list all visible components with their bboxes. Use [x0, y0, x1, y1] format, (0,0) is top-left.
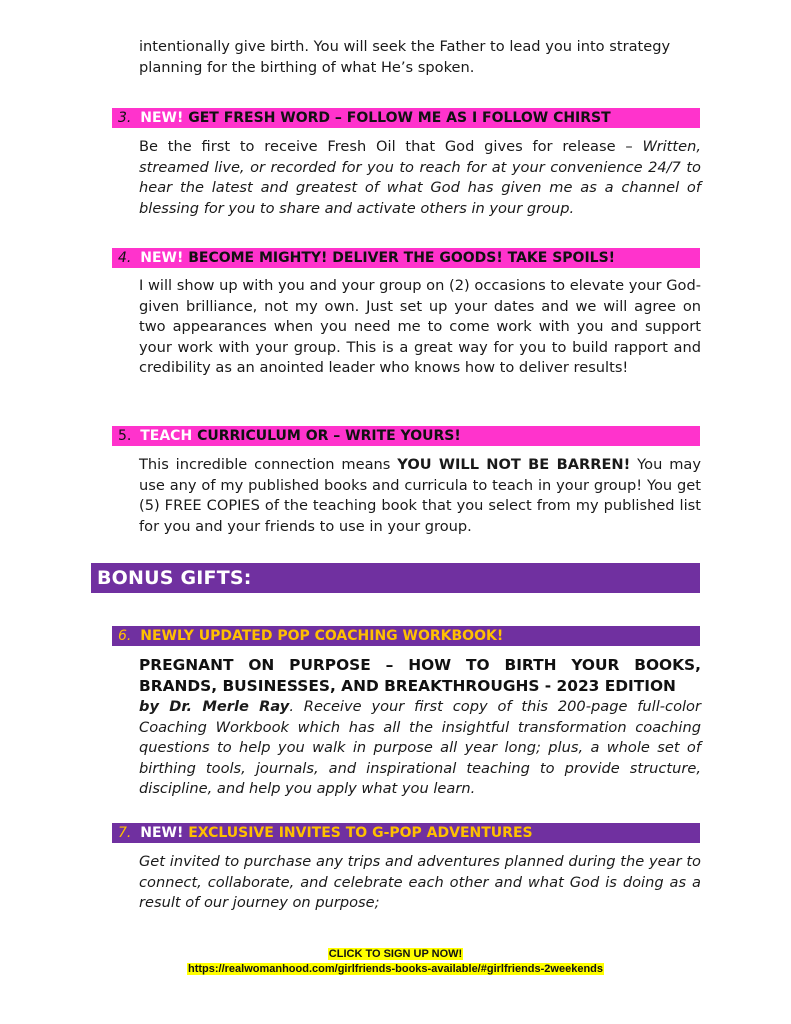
- section-5-title: CURRICULUM OR – WRITE YOURS!: [197, 428, 461, 444]
- section-5-body-after: You may use any of my published books and curricula to teach in your group! You get (5) FREE COPIES of the teaching book that you select from my published list for you and your friends to use in your group.: [139, 456, 701, 535]
- intro-line-1: intentionally give birth. You will seek the Father to lead you into strategy: [139, 38, 671, 55]
- bonus-6-body: [139, 697, 701, 800]
- section-3-body: [139, 137, 701, 219]
- intro-line-2: planning for the birthing of what He’s spoken.: [139, 58, 475, 76]
- footer-cta[interactable]: [0, 947, 791, 961]
- section-5-tag: TEACH: [140, 428, 193, 444]
- signup-cta-link[interactable]: CLICK TO SIGN UP NOW!: [328, 948, 463, 960]
- bonus-7-title: EXCLUSIVE INVITES TO G-POP ADVENTURES: [188, 825, 533, 841]
- bonus-7-number: 7.: [118, 825, 132, 841]
- section-5-body-bold: YOU WILL NOT BE BARREN!: [397, 456, 631, 473]
- bonus-6-author: by Dr. Merle Ray: [139, 698, 290, 715]
- signup-url-link[interactable]: https://realwomanhood.com/girlfriends-books-available/#girlfriends-2weekends: [187, 963, 604, 975]
- section-4-number: 4.: [118, 250, 132, 266]
- section-4-title: BECOME MIGHTY! DELIVER THE GOODS! TAKE SPOILS!: [188, 250, 616, 266]
- section-4-header: [112, 248, 700, 268]
- section-5-header: [112, 426, 700, 446]
- bonus-gifts-heading: BONUS GIFTS:: [91, 563, 700, 593]
- section-3-body-plain: Be the first to receive Fresh Oil that God gives for release –: [139, 138, 643, 155]
- section-3-header: [112, 108, 700, 128]
- bonus-6-number: 6.: [118, 628, 132, 644]
- bonus-6-title: NEWLY UPDATED POP COACHING WORKBOOK!: [140, 628, 504, 644]
- section-5-body-before: This incredible connection means: [139, 456, 398, 473]
- bonus-6-header: [112, 626, 700, 646]
- bonus-7-body-text: Get invited to purchase any trips and adventures planned during the year to connect, collaborate, and celebrate each other and what God is doing as a result of our journey on purpose;: [139, 853, 701, 911]
- section-3-body-italic: Written, streamed live, or recorded for you to reach for at your convenience 24/7 to hear the latest and greatest of what God has given me as a channel of blessing for you to share and activate others in your group.: [139, 138, 701, 217]
- bonus-7-header: [112, 823, 700, 843]
- bonus-6-body-text: . Receive your first copy of this 200-page full-color Coaching Workbook which has all the insightful transformation coaching questions to help you walk in purpose all year long; plus, a whole set of birthing tools, journals, and inspirational teaching to provide structure, discipline, and help you apply what you learn.: [139, 698, 701, 797]
- section-4-tag: NEW!: [140, 250, 184, 266]
- footer-url[interactable]: [0, 962, 791, 976]
- bonus-7-tag: NEW!: [140, 825, 184, 841]
- section-5-body: [139, 455, 701, 537]
- section-3-title: GET FRESH WORD – FOLLOW ME AS I FOLLOW CHIRST: [188, 110, 611, 126]
- section-3-tag: NEW!: [140, 110, 184, 126]
- bonus-6-book-title: PREGNANT ON PURPOSE – HOW TO BIRTH YOUR BOOKS, BRANDS, BUSINESSES, AND BREAKTHROUGHS - 2023 EDITION: [139, 656, 701, 695]
- section-5-number: 5.: [118, 428, 132, 444]
- intro-paragraph: [139, 37, 701, 78]
- bonus-7-body: [139, 852, 701, 914]
- section-3-number: 3.: [118, 110, 132, 126]
- section-4-body: I will show up with you and your group on (2) occasions to elevate your God-given brilliance, not my own. Just set up your dates and we will agree on two appearances when you need me to come work with you and support your work with your group. This is a great way for you to build rapport and credibility as an anointed leader who knows how to deliver results!: [139, 277, 701, 376]
